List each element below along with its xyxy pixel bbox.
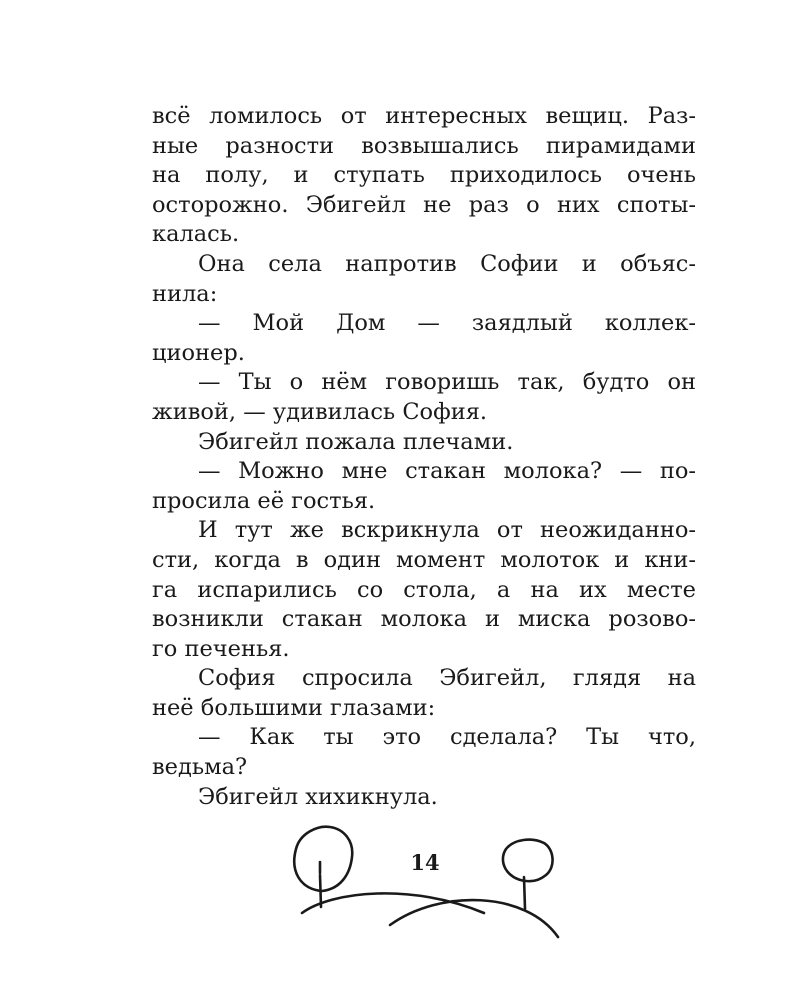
text-line: возникли стакан молока и миска розово- <box>152 606 696 633</box>
text-line: ведьма? <box>152 754 248 781</box>
page-number: 14 <box>410 850 440 875</box>
text-line: на полу, и ступать приходилось очень <box>152 162 696 189</box>
text-line: Эбигейл пожала плечами. <box>198 428 514 455</box>
text-line: га испарились со стола, а на их месте <box>152 576 696 603</box>
text-line: сти, когда в один момент молоток и кни- <box>152 546 696 573</box>
text-line: София спросила Эбигейл, глядя на <box>198 665 696 692</box>
right-tree-trunk <box>524 877 525 909</box>
trees-on-hills-icon <box>270 815 570 940</box>
text-line: живой, — удивилась София. <box>152 398 488 425</box>
text-line: нила: <box>152 280 218 307</box>
left-hill <box>302 893 484 913</box>
text-line: ционер. <box>152 339 245 366</box>
text-line: — Можно мне стакан молока? — по- <box>198 458 696 485</box>
text-line: осторожно. Эбигейл не раз о них споты- <box>152 191 696 218</box>
text-line: И тут же вскрикнула от неожиданно- <box>198 517 696 544</box>
text-line: всё ломилось от интересных вещиц. Раз- <box>152 103 696 129</box>
text-line: просила её гостья. <box>152 487 376 514</box>
right-hill <box>390 900 558 937</box>
text-line: Эбигейл хихикнула. <box>198 783 438 810</box>
text-line: — Ты о нём говоришь так, будто он <box>198 369 696 396</box>
text-line: калась. <box>152 221 240 248</box>
text-line: неё большими глазами: <box>152 694 436 721</box>
text-line: го печенья. <box>152 635 290 662</box>
page-body-text <box>152 102 696 812</box>
text-line: Она села напротив Софии и объяс- <box>198 250 696 277</box>
text-line: ные разности возвышались пирамидами <box>152 132 696 159</box>
text-line: — Как ты это сделала? Ты что, <box>198 724 696 751</box>
text-line: — Мой Дом — заядлый коллек- <box>198 310 696 337</box>
